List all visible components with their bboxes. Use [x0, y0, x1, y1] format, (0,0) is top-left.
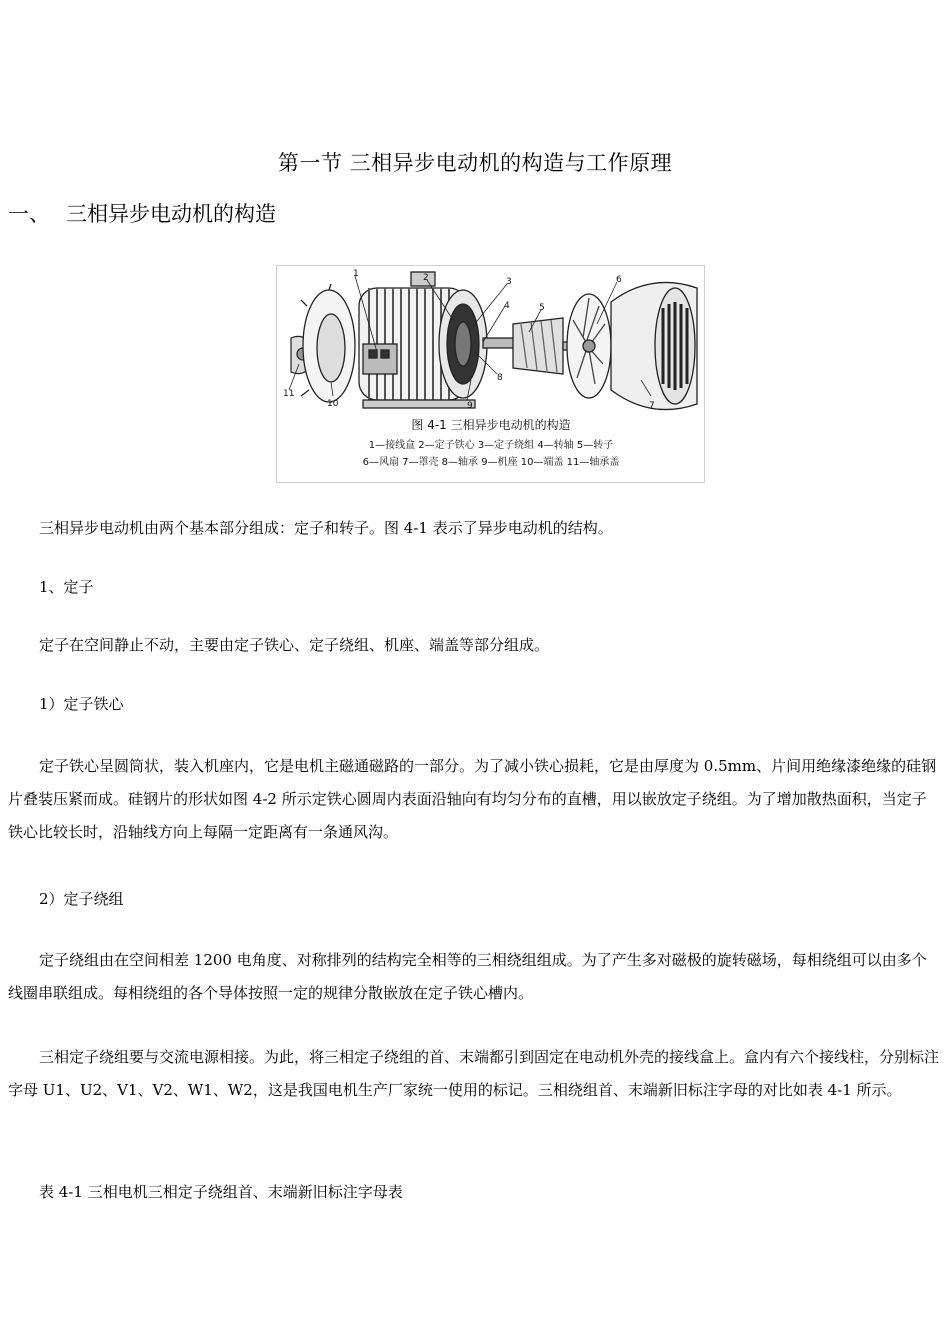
table-caption: 表 4-1 三相电机三相定子绕组首、末端新旧标注字母表: [39, 1183, 403, 1201]
paragraph-stator-core: 定子铁心呈圆筒状，装入机座内，它是电机主磁通磁路的一部分。为了减小铁心损耗，它是由厚度为 0.5mm、片间用绝缘漆绝缘的硅钢片叠装压紧而成。硅钢片的形状如图 4-2 所示定铁心圆周内表面沿轴向有均匀分布的直槽，用以嵌放定子绕组。为了增加散热面积，当定子铁心比较长时，沿轴线方向上每隔一定距离有一条通风沟。: [8, 757, 937, 841]
part-label-4: 4: [504, 301, 510, 311]
motor-exploded-figure: [276, 265, 705, 483]
part-label-2: 2: [423, 273, 429, 283]
part-label-6: 6: [616, 275, 622, 285]
heading-1: [8, 198, 276, 228]
figure-legend-line-1: 1—接线盒 2—定子铁心 3—定子绕组 4—转轴 5—转子: [368, 440, 614, 451]
part-label-10: 10: [327, 399, 339, 409]
heading-text: 三相异步电动机的构造: [66, 202, 276, 226]
fan-cover-shape: [611, 282, 697, 409]
fan-shape: [567, 294, 611, 398]
paragraph-stator: 定子在空间静止不动，主要由定子铁心、定子绕组、机座、端盖等部分组成。: [39, 636, 550, 654]
part-label-11: 11: [283, 389, 295, 399]
subheading-stator-winding: 2）定子绕组: [39, 890, 124, 908]
heading-number: 一、: [8, 202, 50, 226]
end-cover-shape: [301, 284, 355, 402]
part-label-1: 1: [353, 269, 359, 279]
subheading-stator: 1、定子: [39, 578, 94, 596]
figure-caption: 图 4-1 三相异步电动机的构造: [411, 418, 571, 432]
motor-illustration: [277, 266, 704, 482]
stator-core-shape: [439, 290, 487, 398]
paragraph-terminal-box: 三相定子绕组要与交流电源相接。为此，将三相定子绕组的首、末端都引到固定在电动机外壳的接线盒上。盒内有六个接线柱，分别标注字母 U1、U2、V1、V2、W1、W2，这是我国电机生产厂家统一使用的标记。三相绕组首、末端新旧标注字母的对比如表 4-1 所示。: [8, 1048, 940, 1099]
part-label-3: 3: [506, 277, 512, 287]
subheading-stator-core: 1）定子铁心: [39, 695, 124, 713]
part-label-9: 9: [467, 401, 473, 411]
part-label-7: 7: [649, 401, 655, 411]
paragraph-intro: 三相异步电动机由两个基本部分组成：定子和转子。图 4-1 表示了异步电动机的结构。: [39, 519, 613, 537]
figure-legend-line-2: 6—风扇 7—罩壳 8—轴承 9—机座 10—端盖 11—轴承盖: [362, 457, 620, 468]
rotor-shape: [483, 318, 577, 374]
part-label-8: 8: [497, 373, 503, 383]
part-label-5: 5: [539, 303, 545, 313]
section-title: 第一节 三相异步电动机的构造与工作原理: [277, 151, 673, 175]
paragraph-stator-winding: 定子绕组由在空间相差 1200 电角度、对称排列的结构完全相等的三相绕组组成。为了产生多对磁极的旋转磁场，每相绕组可以由多个线圈串联组成。每相绕组的各个导体按照一定的规律分散嵌放在定子铁心槽内。: [8, 951, 927, 1002]
